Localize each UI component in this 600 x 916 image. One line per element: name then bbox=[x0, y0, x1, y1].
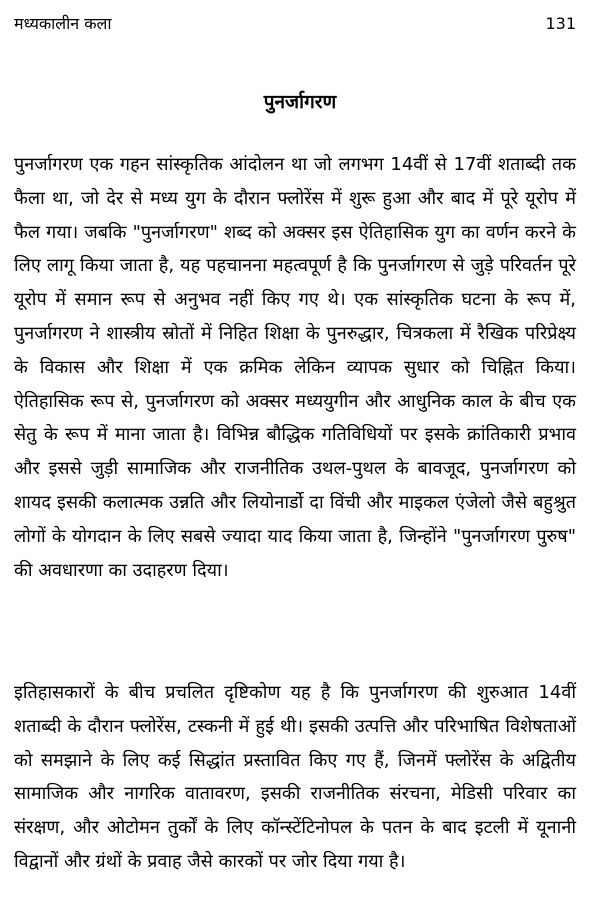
paragraph-1: पुनर्जागरण एक गहन सांस्कृतिक आंदोलन था जो लगभग 14वीं से 17वीं शताब्दी तक फैला था, जो देर से मध्य युग के दौरान फ्लोरेंस में शुरू हुआ और बाद में पूरे यूरोप में फैल गया। जबकि "पुनर्जागरण" शब्द को अक्सर इस ऐतिहासिक युग का वर्णन करने के लिए लागू किया जाता है, यह पहचानना महत्वपूर्ण है कि पुनर्जागरण से जुड़े परिवर्तन पूरे यूरोप में समान रूप से अनुभव नहीं किए गए थे। एक सांस्कृतिक घटना के रूप में, पुनर्जागरण ने शास्त्रीय स्रोतों में निहित शिक्षा के पुनरुद्धार, चित्रकला में रैखिक परिप्रेक्ष्य के विकास और शिक्षा में एक क्रमिक लेकिन व्यापक सुधार को चिह्नित किया। ऐतिहासिक रूप से, पुनर्जागरण को अक्सर मध्ययुगीन और आधुनिक काल के बीच एक सेतु के रूप में माना जाता है। विभिन्न बौद्धिक गतिविधियों पर इसके क्रांतिकारी प्रभाव और इससे जुड़ी सामाजिक और राजनीतिक उथल-पुथल के बावजूद, पुनर्जागरण को शायद इसकी कलात्मक उन्नति और लियोनार्डो दा विंची और माइकल एंजेलो जैसे बहुश्रुत लोगों के योगदान के लिए सबसे ज्यादा याद किया जाता है, जिन्होंने "पुनर्जागरण पुरुष" की अवधारणा का उदाहरण दिया। bbox=[14, 154, 576, 581]
page-number: 131 bbox=[545, 13, 576, 33]
paragraph-2: इतिहासकारों के बीच प्रचलित दृष्टिकोण यह है कि पुनर्जागरण की शुरुआत 14वीं शताब्दी के दौरान फ्लोरेंस, टस्कनी में हुई थी। इसकी उत्पत्ति और परिभाषित विशेषताओं को समझाने के लिए कई सिद्धांत प्रस्तावित किए गए हैं, जिनमें फ्लोरेंस के अद्वितीय सामाजिक और नागरिक वातावरण, इसकी राजनीतिक संरचना, मेडिसी परिवार का संरक्षण, और ओटोमन तुर्कों के लिए कॉन्स्टेंटिनोपल के पतन के बाद इटली में यूनानी विद्वानों और ग्रंथों के प्रवाह जैसे कारकों पर जोर दिया गया है। bbox=[14, 682, 576, 872]
running-header bbox=[14, 10, 576, 36]
chapter-title: पुनर्जागरण bbox=[263, 91, 337, 113]
running-title: मध्यकालीन कला bbox=[14, 14, 112, 33]
